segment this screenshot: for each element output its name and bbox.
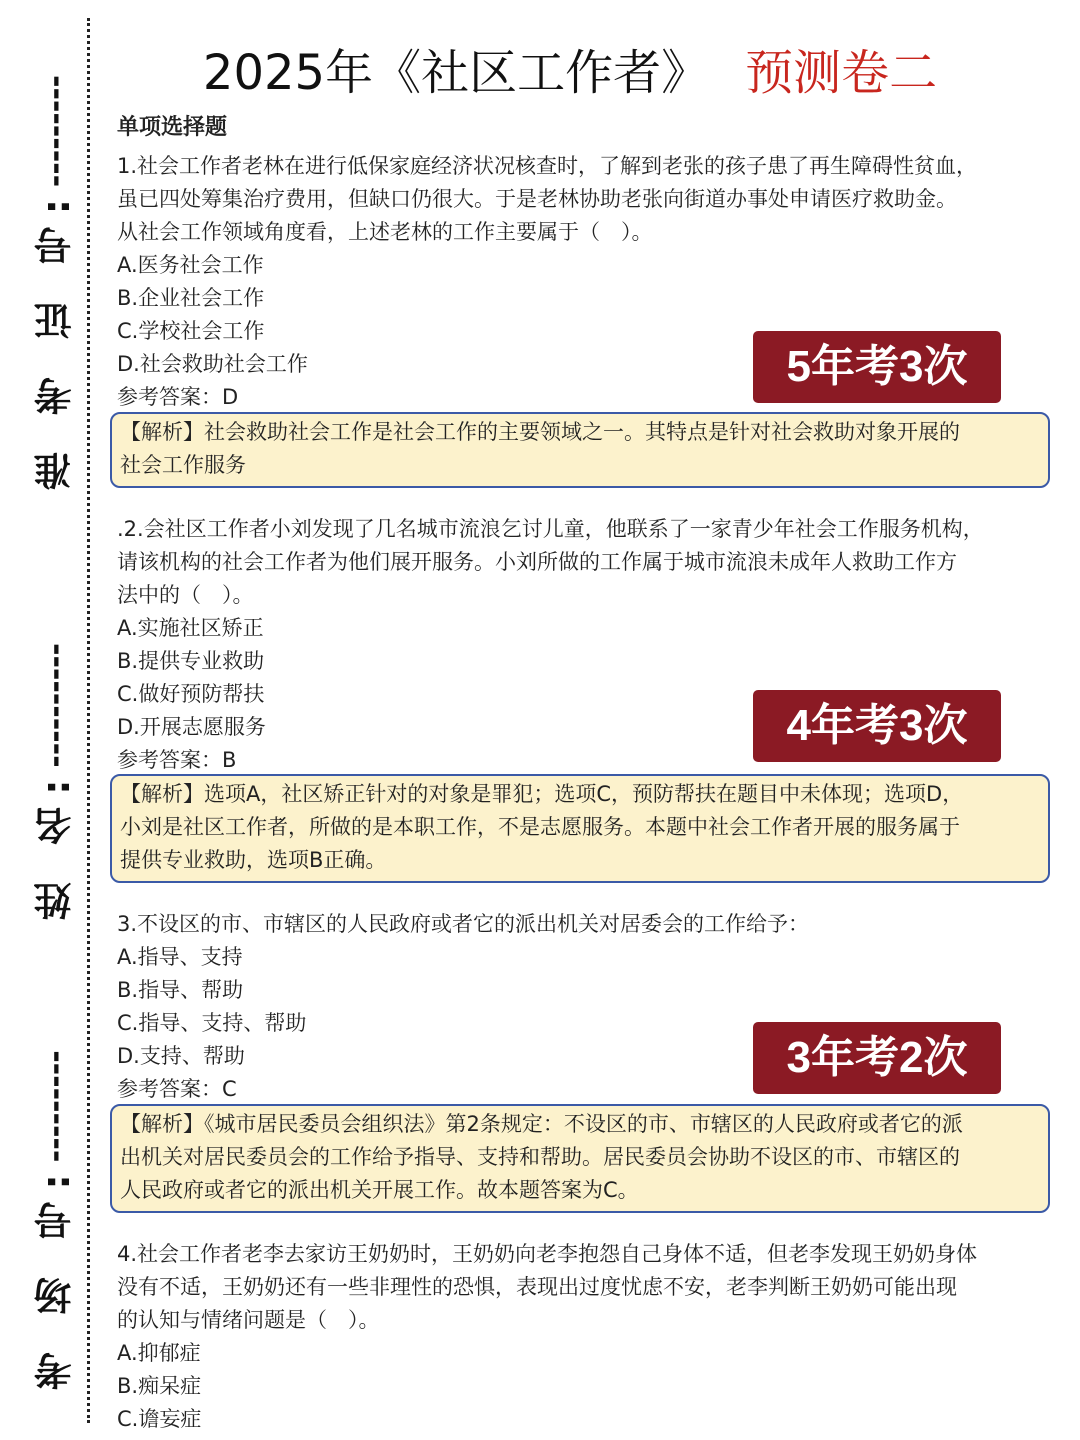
frequency-badge: 3年考2次 <box>753 1022 1001 1094</box>
question-stem-line: 法中的（ ）。 <box>117 583 254 607</box>
option-c: C.学校社会工作 <box>117 319 265 343</box>
option-a: A.指导、支持 <box>117 945 243 969</box>
question-4 <box>117 1238 1052 1436</box>
question-stem-line: .2.会社区工作者小刘发现了几名城市流浪乞讨儿童，他联系了一家青少年社会工作服务机构， <box>117 517 984 541</box>
option-c: C.指导、支持、帮助 <box>117 1011 307 1035</box>
question-stem-line: 4.社会工作者老李去家访王奶奶时，王奶奶向老李抱怨自己身体不适，但老李发现王奶奶身体 <box>117 1242 978 1266</box>
name-dashes: ---------- <box>38 643 73 768</box>
explanation-line: 出机关对居民委员会的工作给予指导、支持和帮助。居民委员会协助不设区的市、市辖区的 <box>120 1145 960 1169</box>
answer: 参考答案：B <box>117 748 237 772</box>
question-stem-line: 3.不设区的市、市辖区的人民政府或者它的派出机关对居委会的工作给予： <box>117 912 810 936</box>
exam-room-label: 考 场 号:--------- <box>34 1050 78 1390</box>
option-a: A.医务社会工作 <box>117 253 264 277</box>
explanation-line: 【解析】选项A，社区矫正针对的对象是罪犯；选项C，预防帮扶在题目中未体现；选项D， <box>120 782 964 806</box>
explanation-line: 小刘是社区工作者，所做的是本职工作，不是志愿服务。本题中社会工作者开展的服务属于 <box>120 815 960 839</box>
explanation-box <box>110 774 1050 883</box>
option-b: B.企业社会工作 <box>117 286 265 310</box>
option-c: C.做好预防帮扶 <box>117 682 265 706</box>
question-stem-line: 请该机构的社会工作者为他们展开服务。小刘所做的工作属于城市流浪未成年人救助工作方 <box>117 550 957 574</box>
option-b: B.痴呆症 <box>117 1374 202 1398</box>
option-a: A.抑郁症 <box>117 1341 201 1365</box>
name-label: 姓 名:---------- <box>34 643 78 920</box>
title-main: 2025年《社区工作者》 <box>202 45 710 101</box>
explanation-line: 【解析】《城市居民委员会组织法》第2条规定：不设区的市、市辖区的人民政府或者它的派 <box>120 1112 963 1136</box>
question-stem-line: 虽已四处筹集治疗费用，但缺口仍很大。于是老林协助老张向街道办事处申请医疗救助金。 <box>117 187 957 211</box>
option-b: B.指导、帮助 <box>117 978 244 1002</box>
question-stem-line: 1.社会工作者老林在进行低保家庭经济状况核查时，了解到老张的孩子患了再生障碍性贫血， <box>117 154 978 178</box>
explanation-line: 【解析】社会救助社会工作是社会工作的主要领域之一。其特点是针对社会救助对象开展的 <box>120 420 960 444</box>
question-stem-line: 从社会工作领域角度看，上述老林的工作主要属于（ ）。 <box>117 220 653 244</box>
page-title <box>0 34 1080 103</box>
option-b: B.提供专业救助 <box>117 649 265 673</box>
explanation-line: 提供专业救助，选项B正确。 <box>120 848 387 872</box>
title-highlight: 预测卷二 <box>745 45 938 101</box>
option-a: A.实施社区矫正 <box>117 616 264 640</box>
section-title: 单项选择题 <box>117 115 228 140</box>
binding-dotted-line <box>87 18 90 1423</box>
explanation-box <box>110 1104 1050 1213</box>
explanation-line: 社会工作服务 <box>120 453 246 477</box>
option-d: D.开展志愿服务 <box>117 715 266 739</box>
frequency-badge: 5年考3次 <box>753 331 1001 403</box>
option-d: D.社会救助社会工作 <box>117 352 308 376</box>
explanation-box <box>110 412 1050 488</box>
exam-id-label: 准 考 证 号:--------- <box>34 75 78 490</box>
exam-room-dashes: --------- <box>38 1050 73 1163</box>
option-d: D.支持、帮助 <box>117 1044 245 1068</box>
answer: 参考答案：D <box>117 385 239 409</box>
exam-id-dashes: --------- <box>38 75 73 188</box>
question-stem-line: 的认知与情绪问题是（ ）。 <box>117 1308 380 1332</box>
answer: 参考答案：C <box>117 1077 237 1101</box>
question-stem-line: 没有不适，王奶奶还有一些非理性的恐惧，表现出过度忧虑不安，老李判断王奶奶可能出现 <box>117 1275 957 1299</box>
frequency-badge: 4年考3次 <box>753 690 1001 762</box>
explanation-line: 人民政府或者它的派出机关开展工作。故本题答案为C。 <box>120 1178 639 1202</box>
option-c: C.谵妄症 <box>117 1407 202 1431</box>
